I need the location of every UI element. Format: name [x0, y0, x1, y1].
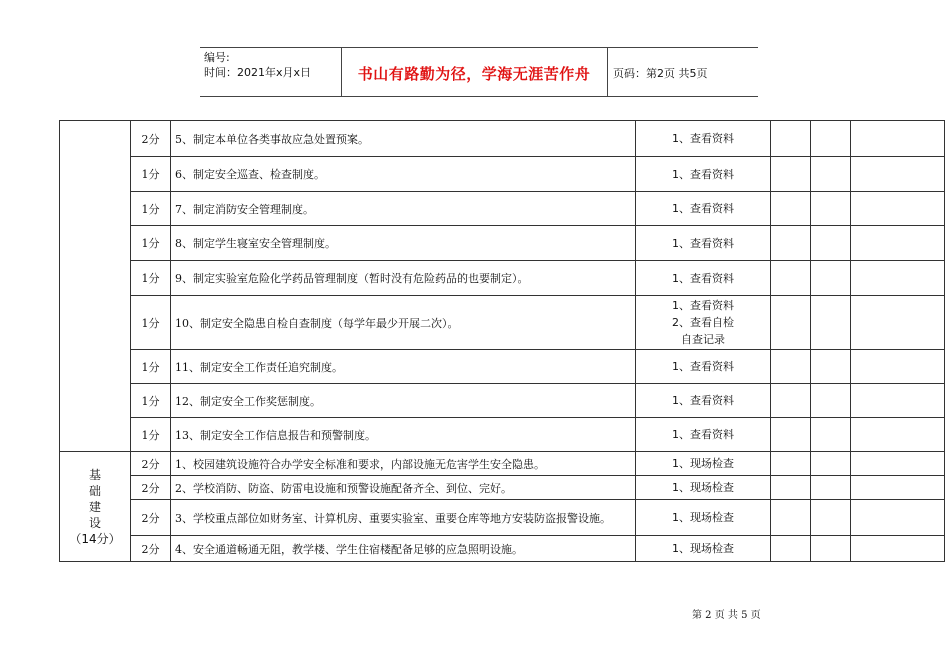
blank-score-cell — [811, 384, 851, 418]
blank-score-cell — [811, 500, 851, 536]
table-row — [60, 121, 945, 157]
table-row — [60, 296, 945, 350]
blank-score-cell — [771, 350, 811, 384]
blank-score-cell — [811, 226, 851, 261]
check-method: 1、现场检查 — [672, 457, 734, 470]
score-cell: 1分 — [131, 384, 171, 418]
score-cell: 1分 — [131, 192, 171, 226]
blank-score-cell — [851, 476, 945, 500]
score-cell: 2分 — [131, 452, 171, 476]
check-method: 1、现场检查 — [672, 511, 734, 524]
time-label: 时间：2021年x月x日 — [204, 66, 312, 79]
blank-score-cell — [771, 261, 811, 296]
score-cell: 2分 — [131, 121, 171, 157]
header-divider — [607, 47, 608, 97]
check-method-cell — [636, 500, 771, 536]
assessment-table-body — [60, 121, 945, 562]
check-method-cell — [636, 350, 771, 384]
number-label: 编号: — [204, 51, 230, 64]
header-slogan: 书山有路勤为径，学海无涯苦作舟 — [357, 65, 591, 83]
check-method: 1、查看资料 — [672, 236, 734, 250]
check-method-cell — [636, 384, 771, 418]
criterion-cell: 12、制定安全工作奖惩制度。 — [171, 384, 636, 418]
header-meta — [204, 50, 311, 80]
check-method-cell — [636, 226, 771, 261]
criterion-cell: 9、制定实验室危险化学药品管理制度（暂时没有危险药品的也要制定）。 — [171, 261, 636, 296]
category-points: （14分） — [69, 531, 121, 546]
blank-score-cell — [771, 476, 811, 500]
blank-score-cell — [771, 536, 811, 562]
check-method: 1、查看资料 — [672, 428, 734, 441]
table-row — [60, 418, 945, 452]
check-method-cell — [636, 476, 771, 500]
criterion-cell: 3、学校重点部位如财务室、计算机房、重要实验室、重要仓库等地方安装防盗报警设施。 — [171, 500, 636, 536]
category-char: 设 — [88, 515, 101, 530]
check-method-cell — [636, 418, 771, 452]
blank-score-cell — [771, 384, 811, 418]
blank-score-cell — [811, 157, 851, 192]
check-method: 1、查看资料 — [672, 299, 734, 312]
criterion-cell: 11、制定安全工作责任追究制度。 — [171, 350, 636, 384]
table-row — [60, 452, 945, 476]
blank-score-cell — [851, 157, 945, 192]
score-cell: 1分 — [131, 226, 171, 261]
blank-score-cell — [771, 192, 811, 226]
header-bottom-rule — [200, 96, 758, 97]
check-method-cell — [636, 192, 771, 226]
check-method: 1、现场检查 — [672, 542, 734, 555]
blank-score-cell — [851, 384, 945, 418]
blank-score-cell — [851, 261, 945, 296]
header-page-info: 页码：第2页 共5页 — [613, 67, 708, 80]
blank-score-cell — [811, 350, 851, 384]
blank-score-cell — [851, 192, 945, 226]
score-cell: 1分 — [131, 418, 171, 452]
check-method: 2、查看自检 — [672, 316, 734, 329]
assessment-table — [59, 120, 945, 562]
check-method: 1、查看资料 — [672, 394, 734, 407]
check-method: 1、现场检查 — [672, 481, 734, 494]
score-cell: 2分 — [131, 500, 171, 536]
blank-score-cell — [811, 261, 851, 296]
category-char: 基 — [88, 467, 101, 482]
category-cell-empty — [60, 121, 131, 452]
blank-score-cell — [851, 536, 945, 562]
blank-score-cell — [851, 296, 945, 350]
blank-score-cell — [771, 157, 811, 192]
criterion-cell: 7、制定消防安全管理制度。 — [171, 192, 636, 226]
blank-score-cell — [811, 452, 851, 476]
blank-score-cell — [771, 226, 811, 261]
blank-score-cell — [771, 452, 811, 476]
check-method-cell — [636, 261, 771, 296]
criterion-cell: 1、校园建筑设施符合办学安全标准和要求，内部设施无危害学生安全隐患。 — [171, 452, 636, 476]
table-row — [60, 192, 945, 226]
category-char: 础 — [88, 483, 101, 498]
criterion-cell: 5、制定本单位各类事故应急处置预案。 — [171, 121, 636, 157]
blank-score-cell — [851, 452, 945, 476]
table-row — [60, 384, 945, 418]
criterion-cell: 6、制定安全巡查、检查制度。 — [171, 157, 636, 192]
table-row — [60, 157, 945, 192]
table-row — [60, 261, 945, 296]
blank-score-cell — [811, 121, 851, 157]
blank-score-cell — [851, 121, 945, 157]
blank-score-cell — [851, 350, 945, 384]
table-row — [60, 226, 945, 261]
table-row — [60, 536, 945, 562]
score-cell: 2分 — [131, 536, 171, 562]
check-method-cell — [636, 157, 771, 192]
blank-score-cell — [771, 418, 811, 452]
blank-score-cell — [851, 418, 945, 452]
blank-score-cell — [811, 418, 851, 452]
blank-score-cell — [851, 226, 945, 261]
table-row — [60, 350, 945, 384]
check-method: 1、查看资料 — [672, 202, 734, 215]
category-char: 建 — [88, 499, 101, 514]
criterion-cell: 2、学校消防、防盗、防雷电设施和预警设施配备齐全、到位、完好。 — [171, 476, 636, 500]
check-method: 1、查看资料 — [672, 167, 734, 181]
score-cell: 1分 — [131, 296, 171, 350]
page-header — [200, 47, 758, 97]
category-cell — [60, 452, 131, 562]
blank-score-cell — [771, 500, 811, 536]
criterion-cell: 10、制定安全隐患自检自查制度（每学年最少开展二次）。 — [171, 296, 636, 350]
page-footer: 第 2 页 共 5 页 — [692, 610, 761, 621]
score-cell: 1分 — [131, 350, 171, 384]
blank-score-cell — [811, 192, 851, 226]
score-cell: 1分 — [131, 157, 171, 192]
blank-score-cell — [811, 476, 851, 500]
check-method-cell — [636, 536, 771, 562]
score-cell: 2分 — [131, 476, 171, 500]
blank-score-cell — [811, 296, 851, 350]
check-method-cell — [636, 121, 771, 157]
check-method: 1、查看资料 — [672, 132, 734, 145]
check-method-cell — [636, 296, 771, 350]
table-row — [60, 500, 945, 536]
table-row — [60, 476, 945, 500]
check-method: 1、查看资料 — [672, 360, 734, 373]
blank-score-cell — [811, 536, 851, 562]
blank-score-cell — [771, 121, 811, 157]
check-method: 1、查看资料 — [672, 271, 734, 285]
criterion-cell: 8、制定学生寝室安全管理制度。 — [171, 226, 636, 261]
blank-score-cell — [771, 296, 811, 350]
blank-score-cell — [851, 500, 945, 536]
header-top-rule — [200, 47, 758, 48]
score-cell: 1分 — [131, 261, 171, 296]
check-method: 自查记录 — [681, 333, 725, 346]
criterion-cell: 4、安全通道畅通无阻，教学楼、学生住宿楼配备足够的应急照明设施。 — [171, 536, 636, 562]
check-method-cell — [636, 452, 771, 476]
criterion-cell: 13、制定安全工作信息报告和预警制度。 — [171, 418, 636, 452]
